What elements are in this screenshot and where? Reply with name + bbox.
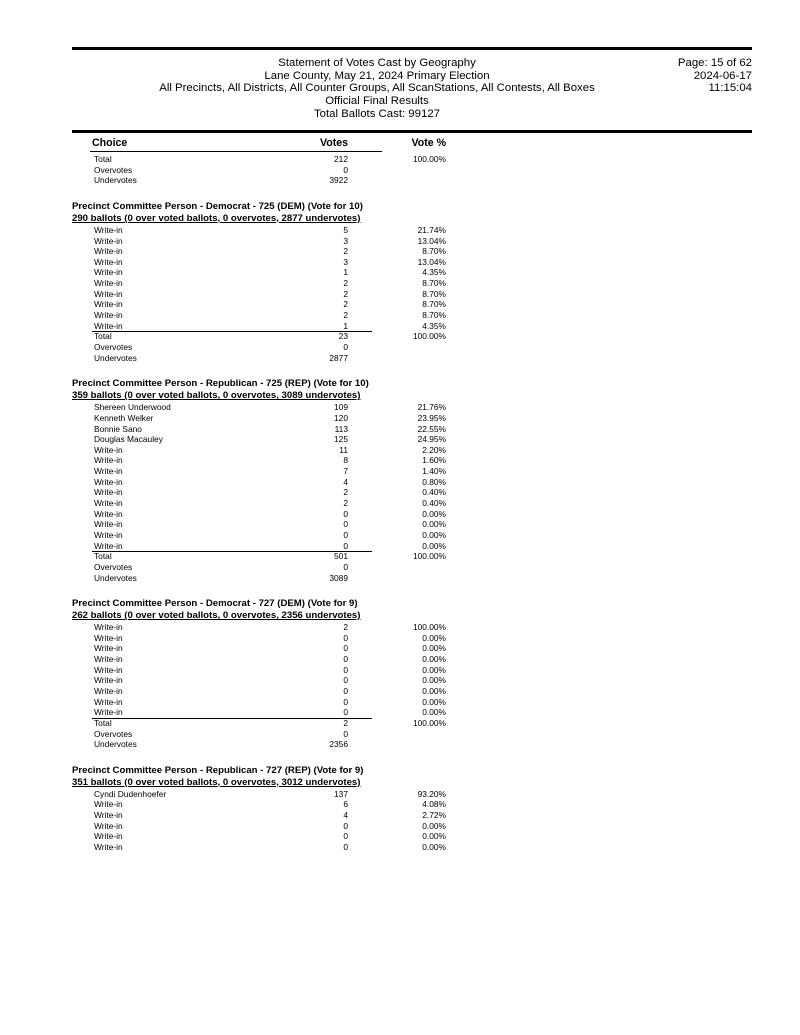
result-row: [72, 842, 492, 853]
choice-cell: Undervotes: [94, 352, 137, 363]
vote-pct-cell: 4.35%: [422, 267, 446, 278]
contest-title: Precinct Committee Person - Republican - 725 (REP) (Vote for 10): [72, 378, 369, 390]
result-row: [72, 413, 492, 424]
votes-cell: 0: [343, 529, 348, 540]
choice-cell: Write-in: [94, 299, 123, 310]
choice-cell: Shereen Underwood: [94, 402, 171, 413]
vote-pct-cell: 0.00%: [422, 654, 446, 665]
votes-cell: 0: [343, 643, 348, 654]
result-row: [72, 498, 492, 509]
votes-cell: 0: [343, 685, 348, 696]
votes-cell: 3089: [329, 572, 348, 583]
vote-pct-cell: 13.04%: [417, 235, 446, 246]
result-row: [72, 175, 492, 186]
choice-cell: Write-in: [94, 842, 123, 853]
votes-cell: 0: [343, 540, 348, 551]
votes-cell: 2: [343, 299, 348, 310]
votes-cell: 0: [343, 519, 348, 530]
vote-pct-cell: 0.00%: [422, 685, 446, 696]
votes-cell: 113: [334, 423, 348, 434]
vote-pct-cell: 100.00%: [412, 622, 446, 633]
choice-cell: Undervotes: [94, 572, 137, 583]
result-row: [72, 487, 492, 498]
votes-cell: 2: [343, 310, 348, 321]
result-row: [72, 257, 492, 268]
vote-pct-cell: 100.00%: [412, 717, 446, 728]
vote-pct-cell: 1.40%: [422, 466, 446, 477]
votes-cell: 1: [343, 320, 348, 331]
votes-cell: 2: [343, 487, 348, 498]
choice-cell: Undervotes: [94, 739, 137, 750]
vote-pct-cell: 0.00%: [422, 831, 446, 842]
choice-cell: Write-in: [94, 246, 123, 257]
vote-pct-cell: 23.95%: [417, 412, 446, 423]
votes-cell: 2: [343, 717, 348, 728]
choice-cell: Write-in: [94, 799, 123, 810]
report-time: 11:15:04: [708, 82, 752, 95]
result-row: [72, 530, 492, 541]
result-row: [72, 821, 492, 832]
vote-pct-cell: 4.08%: [422, 799, 446, 810]
votes-cell: 2: [343, 622, 348, 633]
header-rule: [72, 130, 752, 133]
result-row: [72, 289, 492, 300]
vote-pct-cell: 0.00%: [422, 664, 446, 675]
vote-pct-cell: 8.70%: [422, 288, 446, 299]
choice-cell: Total: [94, 154, 112, 164]
votes-cell: 0: [343, 675, 348, 686]
votes-cell: 6: [343, 799, 348, 810]
page-number: Page: 15 of 62: [677, 57, 752, 69]
vote-pct-cell: 0.00%: [422, 696, 446, 707]
votes-cell: 501: [334, 551, 348, 562]
vote-pct-cell: 8.70%: [422, 246, 446, 257]
result-row: [72, 236, 492, 247]
choice-cell: Write-in: [94, 278, 123, 289]
votes-cell: 8: [343, 455, 348, 466]
choice-cell: Write-in: [94, 444, 123, 455]
vote-pct-cell: 24.95%: [417, 434, 446, 445]
choice-cell: Write-in: [94, 476, 123, 487]
choice-cell: Overvotes: [94, 164, 133, 175]
column-header-underline: [90, 151, 382, 152]
vote-pct-cell: 100.00%: [412, 154, 446, 164]
choice-cell: Kenneth Welker: [94, 412, 154, 423]
section-gap: [72, 750, 492, 765]
contest-ballot-summary: 290 ballots (0 over voted ballots, 0 overvotes, 2877 undervotes): [72, 212, 361, 224]
choice-cell: Write-in: [94, 310, 123, 321]
choice-cell: Overvotes: [94, 728, 133, 739]
vote-pct-cell: 0.00%: [422, 529, 446, 540]
choice-cell: Write-in: [94, 707, 123, 718]
result-row: [72, 519, 492, 530]
result-row: [72, 509, 492, 520]
result-row: [72, 278, 492, 289]
choice-cell: Overvotes: [94, 561, 133, 572]
choice-cell: Undervotes: [94, 175, 137, 186]
choice-cell: Write-in: [94, 466, 123, 477]
result-row: [72, 729, 492, 740]
vote-pct-cell: 0.40%: [422, 498, 446, 509]
vote-pct-cell: 0.00%: [422, 707, 446, 718]
choice-cell: Write-in: [94, 696, 123, 707]
vote-pct-column-header: Vote %: [411, 137, 446, 149]
contest-ballot-summary: 359 ballots (0 over voted ballots, 0 overvotes, 3089 undervotes): [72, 390, 361, 402]
result-row: [72, 424, 492, 435]
choice-cell: Write-in: [94, 267, 123, 278]
vote-pct-cell: 0.00%: [422, 540, 446, 551]
votes-cell: 1: [343, 267, 348, 278]
result-row: [72, 402, 492, 413]
choice-cell: Write-in: [94, 685, 123, 696]
result-row: [72, 466, 492, 477]
results-status: Official Final Results: [325, 95, 429, 108]
choice-cell: Cyndi Dudenhoefer: [94, 788, 167, 799]
votes-cell: 11: [339, 444, 348, 455]
contest-title: Precinct Committee Person - Democrat - 725 (DEM) (Vote for 10): [72, 200, 363, 212]
vote-pct-cell: 8.70%: [422, 299, 446, 310]
choice-cell: Bonnie Sano: [94, 423, 142, 434]
choice-cell: Write-in: [94, 508, 123, 519]
result-row: [72, 622, 492, 633]
result-row: [72, 353, 492, 364]
votes-cell: 0: [343, 508, 348, 519]
contest-ballot-summary: 351 ballots (0 over voted ballots, 0 overvotes, 3012 undervotes): [72, 776, 361, 788]
votes-cell: 137: [334, 788, 348, 799]
votes-cell: 3: [343, 256, 348, 267]
votes-cell: 0: [343, 632, 348, 643]
votes-cell: 0: [343, 561, 348, 572]
choice-cell: Write-in: [94, 288, 123, 299]
votes-cell: 2: [343, 278, 348, 289]
vote-pct-cell: 22.55%: [417, 423, 446, 434]
votes-cell: 2: [343, 246, 348, 257]
choice-cell: Total: [94, 717, 112, 728]
votes-cell: 0: [343, 820, 348, 831]
choice-cell: Write-in: [94, 831, 123, 842]
votes-column-header: Votes: [319, 137, 348, 149]
choice-cell: Overvotes: [94, 341, 133, 352]
result-row: [72, 633, 492, 644]
vote-pct-cell: 0.00%: [422, 643, 446, 654]
votes-cell: 0: [343, 728, 348, 739]
contest-title: Precinct Committee Person - Republican - 727 (REP) (Vote for 9): [72, 764, 364, 776]
result-row: [72, 342, 492, 353]
choice-cell: Write-in: [94, 455, 123, 466]
total-ballots: Total Ballots Cast: 99127: [313, 107, 440, 120]
vote-pct-cell: 100.00%: [412, 551, 446, 562]
result-row: [72, 551, 492, 562]
choice-cell: Douglas Macauley: [94, 434, 163, 445]
choice-cell: Write-in: [94, 498, 123, 509]
vote-pct-cell: 8.70%: [422, 310, 446, 321]
vote-pct-cell: 21.74%: [417, 224, 446, 235]
choice-cell: Total: [94, 551, 112, 562]
result-row: [72, 654, 492, 665]
votes-cell: 3922: [329, 175, 348, 186]
report-header: [72, 57, 682, 121]
vote-pct-cell: 0.00%: [422, 675, 446, 686]
vote-pct-cell: 100.00%: [412, 331, 446, 342]
vote-pct-cell: 0.00%: [422, 508, 446, 519]
top-rule: [72, 47, 752, 50]
votes-cell: 0: [343, 664, 348, 675]
result-row: [72, 299, 492, 310]
votes-cell: 5: [343, 224, 348, 235]
choice-cell: Write-in: [94, 320, 123, 331]
report-date: 2024-06-17: [693, 69, 752, 82]
choice-cell: Write-in: [94, 622, 123, 633]
result-row: [72, 799, 492, 810]
vote-pct-cell: 0.00%: [422, 519, 446, 530]
choice-cell: Write-in: [94, 675, 123, 686]
choice-cell: Write-in: [94, 529, 123, 540]
result-row: [72, 477, 492, 488]
result-row: [72, 165, 492, 176]
result-row: [72, 331, 492, 342]
result-row: [72, 310, 492, 321]
section-gap: [72, 583, 492, 598]
votes-cell: 0: [343, 696, 348, 707]
votes-cell: 23: [338, 331, 348, 342]
result-row: [72, 445, 492, 456]
contest-title: Precinct Committee Person - Democrat - 727 (DEM) (Vote for 9): [72, 598, 358, 610]
result-row: [72, 675, 492, 686]
votes-cell: 2877: [329, 352, 348, 363]
result-row: [72, 321, 492, 332]
election-name: Lane County, May 21, 2024 Primary Election: [264, 69, 490, 82]
votes-cell: 7: [343, 466, 348, 477]
votes-cell: 125: [334, 434, 348, 445]
choice-cell: Write-in: [94, 540, 123, 551]
result-row: [72, 686, 492, 697]
votes-cell: 0: [343, 831, 348, 842]
votes-cell: 0: [343, 842, 348, 853]
votes-cell: 120: [334, 412, 348, 423]
result-row: [72, 789, 492, 800]
vote-pct-cell: 8.70%: [422, 278, 446, 289]
result-row: [72, 810, 492, 821]
result-row: [72, 665, 492, 676]
choice-cell: Write-in: [94, 632, 123, 643]
votes-cell: 2: [343, 288, 348, 299]
votes-cell: 109: [334, 402, 348, 413]
vote-pct-cell: 0.00%: [422, 820, 446, 831]
choice-cell: Write-in: [94, 654, 123, 665]
vote-pct-cell: 93.20%: [417, 788, 446, 799]
votes-cell: 2: [343, 498, 348, 509]
choice-cell: Write-in: [94, 810, 123, 821]
result-row: [72, 455, 492, 466]
vote-pct-cell: 0.00%: [422, 632, 446, 643]
vote-pct-cell: 0.80%: [422, 476, 446, 487]
choice-cell: Write-in: [94, 487, 123, 498]
result-row: [72, 267, 492, 278]
contest-ballot-summary: 262 ballots (0 over voted ballots, 0 overvotes, 2356 undervotes): [72, 610, 361, 622]
votes-cell: 0: [343, 707, 348, 718]
result-row: [72, 154, 492, 165]
votes-cell: 212: [334, 154, 348, 164]
report-title: Statement of Votes Cast by Geography: [278, 57, 476, 69]
vote-pct-cell: 13.04%: [417, 256, 446, 267]
result-row: [72, 562, 492, 573]
section-gap: [72, 363, 492, 378]
choice-cell: Write-in: [94, 820, 123, 831]
vote-pct-cell: 0.40%: [422, 487, 446, 498]
votes-cell: 0: [343, 164, 348, 175]
votes-cell: 3: [343, 235, 348, 246]
result-row: [72, 739, 492, 750]
vote-pct-cell: 2.20%: [422, 444, 446, 455]
choice-cell: Total: [94, 331, 112, 342]
votes-cell: 4: [343, 476, 348, 487]
votes-cell: 4: [343, 810, 348, 821]
result-row: [72, 541, 492, 552]
section-gap: [72, 186, 492, 201]
page-meta: [678, 57, 752, 95]
choice-cell: Write-in: [94, 519, 123, 530]
votes-cell: 2356: [329, 739, 348, 750]
choice-cell: Write-in: [94, 664, 123, 675]
votes-cell: 0: [343, 341, 348, 352]
vote-pct-cell: 2.72%: [422, 810, 446, 821]
vote-pct-cell: 4.35%: [422, 320, 446, 331]
choice-column-header: Choice: [92, 137, 128, 149]
vote-pct-cell: 21.76%: [417, 402, 446, 413]
result-row: [72, 718, 492, 729]
report-scope: All Precincts, All Districts, All Counter Groups, All ScanStations, All Contests, All Boxes: [159, 82, 595, 95]
result-row: [72, 643, 492, 654]
result-row: [72, 246, 492, 257]
results-body: [72, 154, 492, 853]
result-row: [72, 573, 492, 584]
result-row: [72, 434, 492, 445]
vote-pct-cell: 1.60%: [422, 455, 446, 466]
choice-cell: Write-in: [94, 643, 123, 654]
result-row: [72, 225, 492, 236]
votes-cell: 0: [343, 654, 348, 665]
result-row: [72, 707, 492, 718]
choice-cell: Write-in: [94, 256, 123, 267]
vote-pct-cell: 0.00%: [422, 842, 446, 853]
choice-cell: Write-in: [94, 224, 123, 235]
result-row: [72, 697, 492, 708]
choice-cell: Write-in: [94, 235, 123, 246]
column-headers: [72, 136, 446, 151]
result-row: [72, 831, 492, 842]
